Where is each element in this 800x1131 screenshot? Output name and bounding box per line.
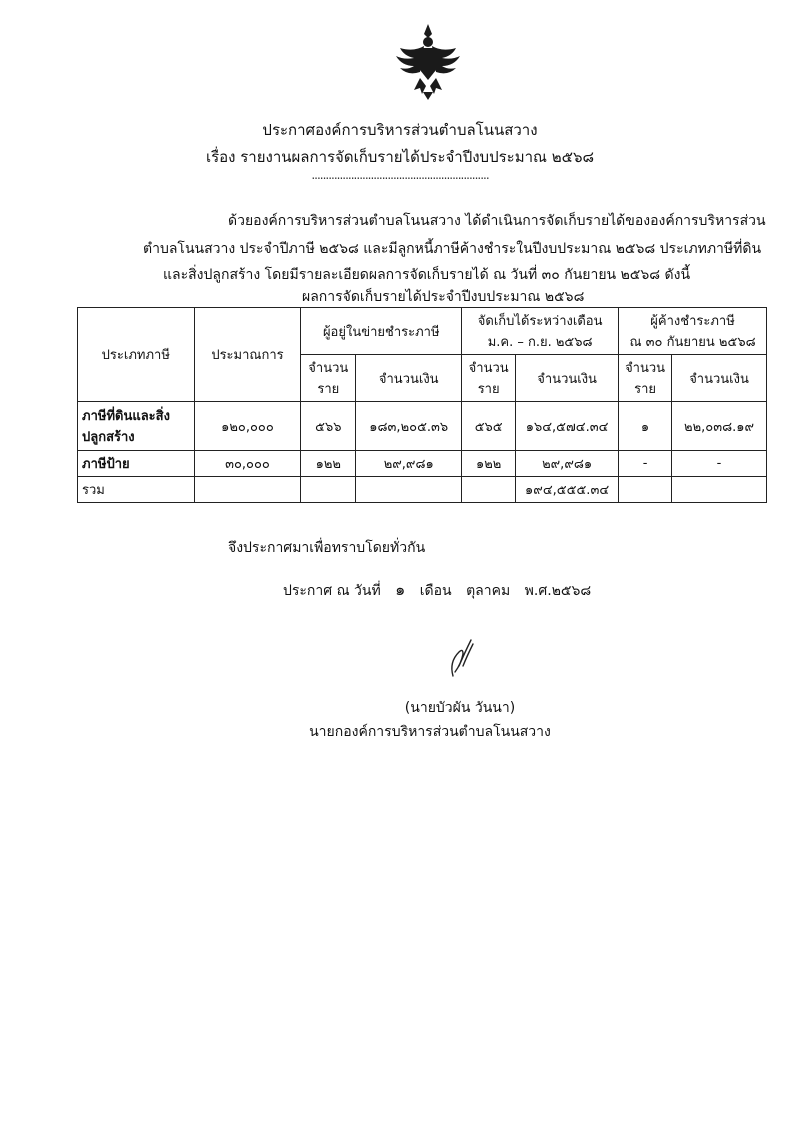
row-tax-type-line-1: ภาษีที่ดินและสิ่ง <box>82 409 170 424</box>
subheader-count-line-2: ราย <box>634 382 657 397</box>
row-tax-type-line-2: ปลูกสร้าง <box>82 430 135 445</box>
total-label: รวม <box>78 477 195 503</box>
total-outstanding-count <box>619 477 672 503</box>
row-collected-count: ๕๖๕ <box>462 402 516 451</box>
header-outstanding <box>619 308 767 355</box>
table-title: ผลการจัดเก็บรายได้ประจำปีงบประมาณ ๒๕๖๘ <box>302 289 585 305</box>
announcement-date <box>283 578 601 603</box>
subheader-net-count <box>301 355 356 402</box>
row-estimate: ๑๒๐,๐๐๐ <box>194 402 301 451</box>
subheader-count-line-2: ราย <box>317 382 340 397</box>
header-collected-line-2: ม.ค. – ก.ย. ๒๕๖๘ <box>487 335 593 350</box>
table-total-row <box>78 477 767 503</box>
subheader-count-line-1: จำนวน <box>625 361 666 376</box>
subheader-count-line-1: จำนวน <box>468 361 509 376</box>
row-collected-amount: ๒๙,๙๘๑ <box>516 451 619 477</box>
row-net-amount: ๒๙,๙๘๑ <box>356 451 462 477</box>
row-outstanding-count: - <box>619 451 672 477</box>
row-tax-type: ภาษีป้าย <box>78 451 195 477</box>
table-header-row <box>78 308 767 355</box>
header-tax-type: ประเภทภาษี <box>78 308 195 402</box>
total-estimate <box>194 477 301 503</box>
row-net-count: ๕๖๖ <box>301 402 356 451</box>
body-paragraph-line-2: ตำบลโนนสวาง ประจำปีภาษี ๒๕๖๘ และมีลูกหนี้ภาษีค้างชำระในปีงบประมาณ ๒๕๖๘ ประเภทภาษีที่ดิน <box>143 241 762 257</box>
title-divider: ............................................................... <box>311 168 489 182</box>
header-collected <box>462 308 619 355</box>
subheader-collected-count <box>462 355 516 402</box>
total-net-amount <box>356 477 462 503</box>
row-outstanding-amount: - <box>672 451 767 477</box>
row-tax-type <box>78 402 195 451</box>
signer-position: นายกองค์การบริหารส่วนตำบลโนนสวาง <box>309 724 551 740</box>
row-estimate: ๓๐,๐๐๐ <box>194 451 301 477</box>
date-day: ๑ <box>395 580 406 599</box>
subheader-outstanding-amount: จำนวนเงิน <box>672 355 767 402</box>
revenue-table <box>77 307 767 503</box>
row-net-count: ๑๒๒ <box>301 451 356 477</box>
date-month-label: เดือน <box>419 583 452 599</box>
total-outstanding-amount <box>672 477 767 503</box>
total-net-count <box>301 477 356 503</box>
table-row <box>78 402 767 451</box>
announcement-subject: เรื่อง รายงานผลการจัดเก็บรายได้ประจำปีงบประมาณ ๒๕๖๘ <box>205 148 595 166</box>
subheader-count-line-2: ราย <box>477 382 500 397</box>
header-in-net: ผู้อยู่ในข่ายชำระภาษี <box>301 308 462 355</box>
subheader-count-line-1: จำนวน <box>308 361 349 376</box>
body-paragraph-line-3: และสิ่งปลูกสร้าง โดยมีรายละเอียดผลการจัดเก็บรายได้ ณ วันที่ ๓๐ กันยายน ๒๕๖๘ ดังนี้ <box>163 267 691 283</box>
header-collected-line-1: จัดเก็บได้ระหว่างเดือน <box>477 314 603 329</box>
row-net-amount: ๑๘๓,๒๐๕.๓๖ <box>356 402 462 451</box>
garuda-emblem-icon <box>393 22 463 102</box>
total-collected-count <box>462 477 516 503</box>
signature-icon <box>433 636 483 686</box>
row-outstanding-count: ๑ <box>619 402 672 451</box>
header-outstanding-line-1: ผู้ค้างชำระภาษี <box>650 314 735 329</box>
row-collected-amount: ๑๖๔,๕๗๔.๓๔ <box>516 402 619 451</box>
table-row <box>78 451 767 477</box>
header-estimate: ประมาณการ <box>194 308 301 402</box>
row-outstanding-amount: ๒๒,๐๓๘.๑๙ <box>672 402 767 451</box>
total-collected-amount: ๑๙๔,๕๕๕.๓๔ <box>516 477 619 503</box>
announcement-title: ประกาศองค์การบริหารส่วนตำบลโนนสวาง <box>262 121 538 139</box>
closing-statement: จึงประกาศมาเพื่อทราบโดยทั่วกัน <box>228 540 426 556</box>
subheader-net-amount: จำนวนเงิน <box>356 355 462 402</box>
date-prefix: ประกาศ ณ วันที่ <box>283 583 381 599</box>
date-month: ตุลาคม <box>466 583 511 599</box>
date-year: พ.ศ.๒๕๖๘ <box>524 583 592 599</box>
header-outstanding-line-2: ณ ๓๐ กันยายน ๒๕๖๘ <box>629 335 756 350</box>
subheader-outstanding-count <box>619 355 672 402</box>
subheader-collected-amount: จำนวนเงิน <box>516 355 619 402</box>
row-collected-count: ๑๒๒ <box>462 451 516 477</box>
body-paragraph-line-1: ด้วยองค์การบริหารส่วนตำบลโนนสวาง ได้ดำเนินการจัดเก็บรายได้ขององค์การบริหารส่วน <box>228 213 766 229</box>
signer-name: (นายบัวผัน วันนา) <box>404 700 516 716</box>
